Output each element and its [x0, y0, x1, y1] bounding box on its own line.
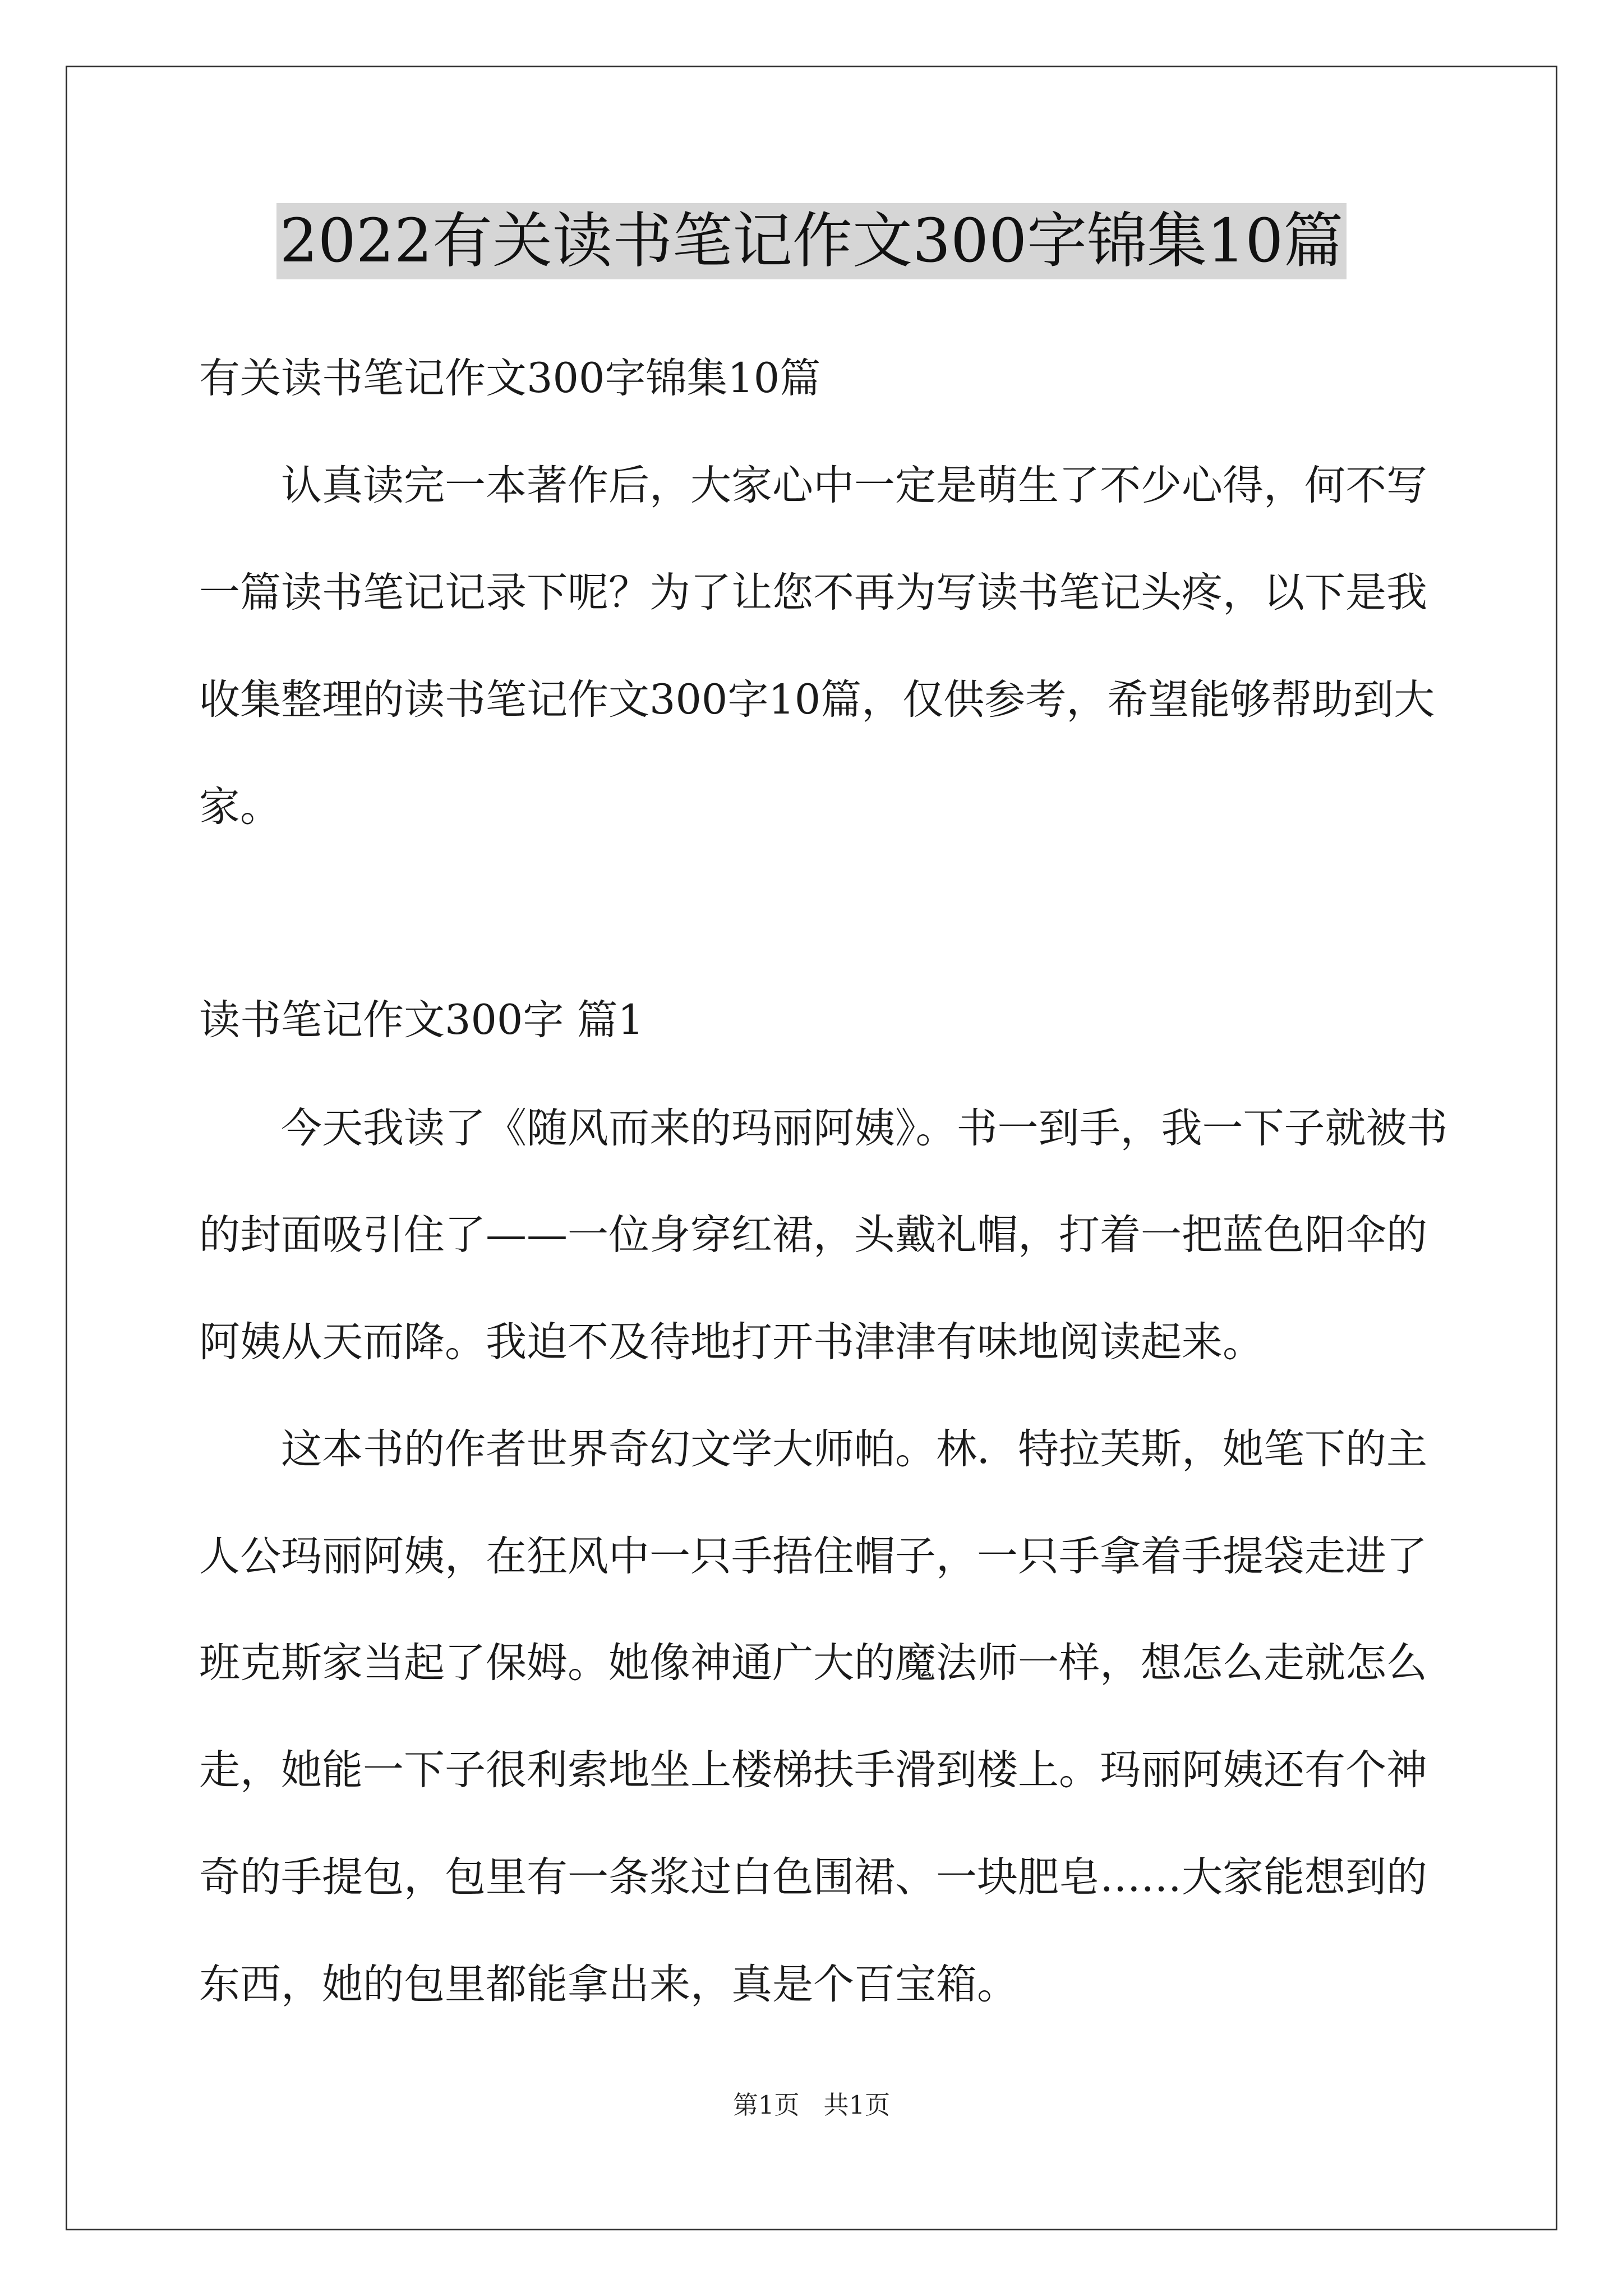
paragraph-line: 班克斯家当起了保姆。她像神通广大的魔法师一样，想怎么走就怎么	[199, 1639, 1427, 1687]
page-number: 第1页 共1页	[732, 2090, 891, 2120]
title-container	[0, 203, 1623, 279]
intro-line: 一篇读书笔记记录下呢？为了让您不再为写读书笔记头疼，以下是我	[199, 569, 1427, 616]
paragraph-line: 走，她能一下子很利索地坐上楼梯扶手滑到楼上。玛丽阿姨还有个神	[199, 1746, 1427, 1794]
paragraph-line: 今天我读了《随风而来的玛丽阿姨》。书一到手，我一下子就被书	[281, 1105, 1448, 1152]
paragraph-line: 阿姨从天而降。我迫不及待地打开书津津有味地阅读起来。	[199, 1318, 1264, 1366]
intro-line: 认真读完一本著作后，大家心中一定是萌生了不少心得，何不写	[281, 462, 1427, 509]
page-footer	[0, 2088, 1623, 2122]
paragraph-line: 东西，她的包里都能拿出来，真是个百宝箱。	[199, 1961, 1018, 2008]
paragraph-line: 奇的手提包，包里有一条浆过白色围裙、一块肥皂……大家能想到的	[199, 1853, 1427, 1901]
document-subtitle: 有关读书笔记作文300字锦集10篇	[199, 355, 821, 402]
paragraph-line: 的封面吸引住了——一位身穿红裙，头戴礼帽，打着一把蓝色阳伞的	[199, 1211, 1427, 1259]
document-title: 2022有关读书笔记作文300字锦集10篇	[276, 203, 1347, 279]
paragraph-line: 这本书的作者世界奇幻文学大师帕。林．特拉芙斯，她笔下的主	[281, 1425, 1427, 1473]
intro-line: 家。	[199, 783, 281, 831]
section-heading: 读书笔记作文300字 篇1	[199, 996, 644, 1044]
intro-line: 收集整理的读书笔记作文300字10篇，仅供参考，希望能够帮助到大	[199, 676, 1435, 724]
paragraph-line: 人公玛丽阿姨，在狂风中一只手捂住帽子，一只手拿着手提袋走进了	[199, 1533, 1427, 1580]
